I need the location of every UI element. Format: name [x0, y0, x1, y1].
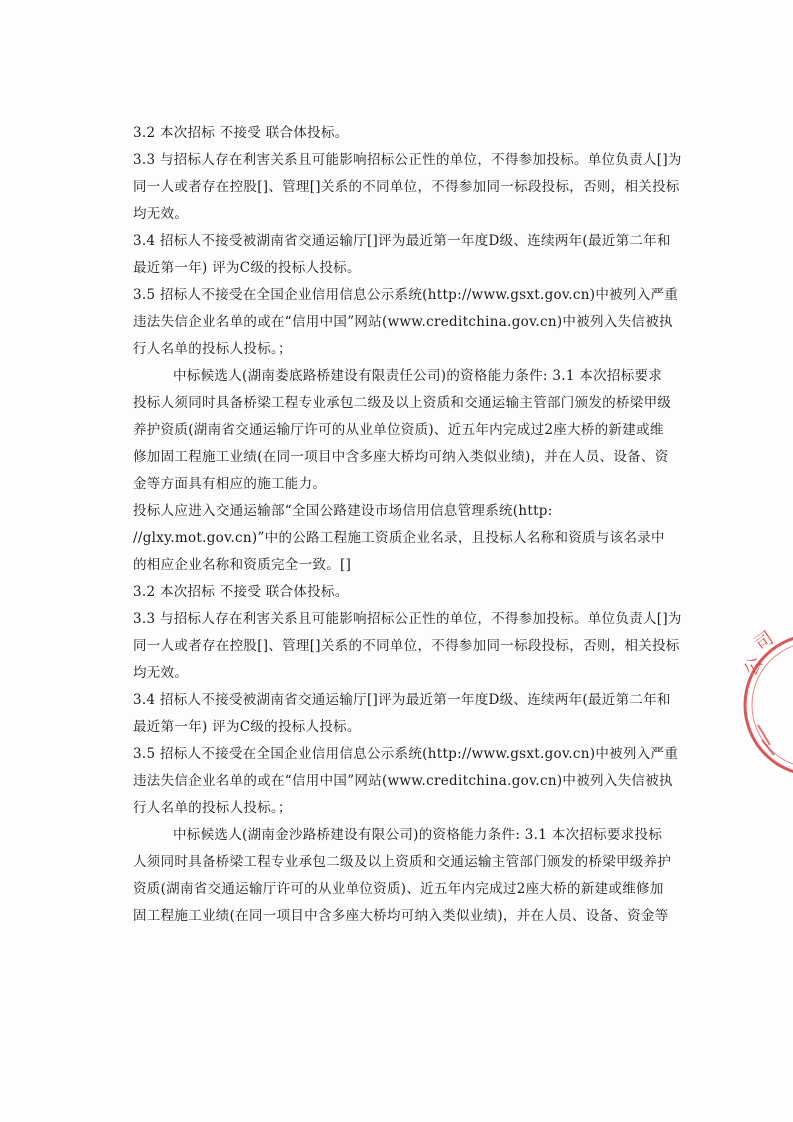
text-line: 金等方面具有相应的施工能力。 — [133, 476, 327, 492]
text-line: 3.2 本次招标 不接受 联合体投标。 — [133, 584, 349, 600]
text-line: 的相应企业名称和资质完全一致。[] — [133, 557, 352, 573]
text-line: 均无效。 — [133, 206, 189, 222]
document-body — [133, 120, 682, 930]
text-line: 3.5 招标人不接受在全国企业信用信息公示系统(http://www.gsxt.gov.cn)中被列入严重 — [133, 746, 679, 762]
text-line: 固工程施工业绩(在同一项目中含多座大桥均可纳入类似业绩)，并在人员、设备、资金等 — [133, 908, 669, 924]
text-line: 投标人应进入交通运输部“全国公路建设市场信用信息管理系统(http: — [133, 503, 553, 519]
text-line: 违法失信企业名单的或在“信用中国”网站(www.creditchina.gov.cn)中被列入失信被执 — [133, 314, 673, 330]
text-line: 3.2 本次招标 不接受 联合体投标。 — [133, 125, 349, 141]
paragraph-first-line: 中标候选人(湖南娄底路桥建设有限责任公司)的资格能力条件: 3.1 本次招标要求 — [173, 368, 663, 384]
text-line: 同一人或者存在控股[]、管理[]关系的不同单位，不得参加同一标段投标，否则，相关投标 — [133, 638, 680, 654]
text-line: 均无效。 — [133, 665, 189, 681]
text-line: 行人名单的投标人投标。； — [133, 341, 292, 357]
text-line: 违法失信企业名单的或在“信用中国”网站(www.creditchina.gov.cn)中被列入失信被执 — [133, 773, 673, 789]
seal-stamp-icon — [740, 605, 793, 805]
text-line: //glxy.mot.gov.cn)”中的公路工程施工资质企业名录，且投标人名称和资质与该名录中 — [133, 530, 665, 546]
svg-text:司: 司 — [750, 627, 778, 656]
text-line: 3.3 与招标人存在利害关系且可能影响招标公正性的单位，不得参加投标。单位负责人[]为 — [133, 152, 682, 168]
text-line: 3.4 招标人不接受被湖南省交通运输厅[]评为最近第一年度D级、连续两年(最近第二年和 — [133, 233, 671, 249]
text-line: 同一人或者存在控股[]、管理[]关系的不同单位，不得参加同一标段投标，否则，相关投标 — [133, 179, 680, 195]
text-line: 3.3 与招标人存在利害关系且可能影响招标公正性的单位，不得参加投标。单位负责人[]为 — [133, 611, 682, 627]
text-line: 行人名单的投标人投标。； — [133, 800, 292, 816]
text-line: 人须同时具备桥梁工程专业承包二级及以上资质和交通运输主管部门颁发的桥梁甲级养护 — [133, 854, 672, 870]
text-line: 投标人须同时具备桥梁工程专业承包二级及以上资质和交通运输主管部门颁发的桥梁甲级 — [133, 395, 672, 411]
text-line: 最近第一年) 评为C级的投标人投标。 — [133, 260, 361, 276]
text-line: 3.4 招标人不接受被湖南省交通运输厅[]评为最近第一年度D级、连续两年(最近第二年和 — [133, 692, 671, 708]
text-line: 3.5 招标人不接受在全国企业信用信息公示系统(http://www.gsxt.gov.cn)中被列入严重 — [133, 287, 679, 303]
text-line: 修加固工程施工业绩(在同一项目中含多座大桥均可纳入类似业绩)，并在人员、设备、资 — [133, 449, 669, 465]
text-line: 最近第一年) 评为C级的投标人投标。 — [133, 719, 361, 735]
text-line: 养护资质(湖南省交通运输厅许可的从业单位资质)、近五年内完成过2座大桥的新建或维 — [133, 422, 664, 438]
paragraph-first-line: 中标候选人(湖南金沙路桥建设有限公司)的资格能力条件: 3.1 本次招标要求投标 — [173, 827, 663, 843]
text-line: 资质(湖南省交通运输厅许可的从业单位资质)、近五年内完成过2座大桥的新建或维修加 — [133, 881, 664, 897]
svg-text:公: 公 — [740, 653, 768, 680]
